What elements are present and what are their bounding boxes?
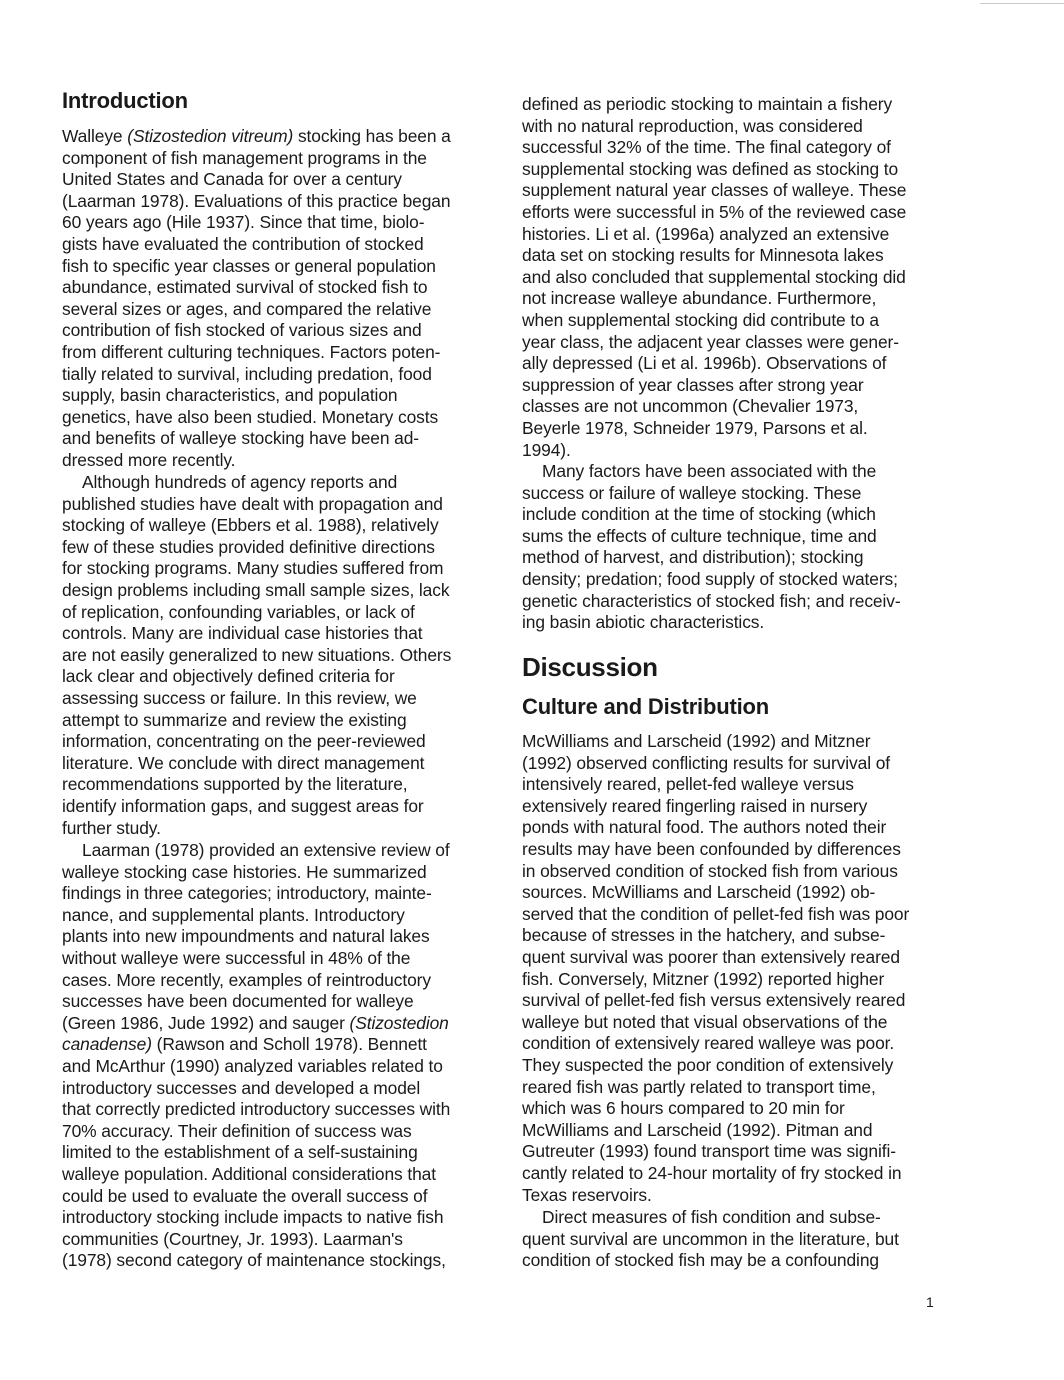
text-line: communities (Courtney, Jr. 1993). Laarman's	[62, 1228, 403, 1249]
text-line: stocking of walleye (Ebbers et al. 1988), relatively	[62, 515, 439, 536]
text-line: fish to specific year classes or general population	[62, 255, 436, 276]
text-line: Walleye (Stizostedion vitreum) stocking has been a	[62, 126, 451, 146]
text-line: quent survival was poorer than extensively reared	[522, 947, 900, 967]
text-line: that correctly predicted introductory successes with	[62, 1099, 451, 1120]
text-line: defined as periodic stocking to maintain a fishery	[522, 94, 893, 114]
text-line: tially related to survival, including predation, food	[62, 363, 432, 384]
text-line: supplemental stocking was defined as stocking to	[522, 158, 899, 179]
text-line: further study.	[62, 817, 161, 838]
text-line: ally depressed (Li et al. 1996b). Observations of	[522, 353, 887, 374]
text-line: gists have evaluated the contribution of stocked	[62, 234, 424, 254]
text-line: several sizes or ages, and compared the relative	[62, 298, 432, 319]
text-line: canadense) (Rawson and Scholl 1978). Bennett	[62, 1034, 427, 1055]
text-line: cantly related to 24-hour mortality of fry stocked in	[522, 1163, 902, 1183]
text-line: limited to the establishment of a self-sustaining	[62, 1142, 418, 1163]
text-line: published studies have dealt with propagation and	[62, 493, 443, 514]
text-line: ponds with natural food. The authors noted their	[522, 817, 887, 838]
text-line: survival of pellet-fed fish versus extensively reared	[522, 990, 906, 1011]
page-number: 1	[926, 1294, 934, 1310]
text-line: include condition at the time of stocking (which	[522, 504, 876, 525]
discussion-heading: Discussion	[522, 652, 658, 682]
text-line: successes have been documented for walleye	[62, 991, 414, 1012]
text-line: success or failure of walleye stocking. These	[522, 482, 862, 503]
text-line: reared fish was partly related to transport time,	[522, 1076, 876, 1097]
text-line: United States and Canada for over a century	[62, 169, 402, 190]
text-line: of replication, confounding variables, or lack of	[62, 601, 415, 622]
text-line: which was 6 hours compared to 20 min for	[522, 1098, 845, 1119]
text-line: walleye stocking case histories. He summarized	[62, 861, 427, 882]
text-line: for stocking programs. Many studies suffered from	[62, 558, 444, 579]
text-line: supplement natural year classes of walleye. These	[522, 180, 907, 201]
species-name: (Stizostedion vitreum)	[127, 126, 294, 146]
text-line: intensively reared, pellet-fed walleye versus	[522, 774, 854, 795]
text-line: served that the condition of pellet-fed fish was poor	[522, 903, 910, 924]
text-line: introductory successes and developed a model	[62, 1077, 421, 1098]
text-line: quent survival are uncommon in the literature, but	[522, 1228, 899, 1249]
text-line: cases. More recently, examples of reintroductory	[62, 969, 431, 990]
culture-distribution-heading: Culture and Distribution	[522, 694, 769, 719]
text-line: lack clear and objectively defined criteria for	[62, 666, 395, 687]
text-line: identify information gaps, and suggest areas for	[62, 796, 424, 816]
text-line: density; predation; food supply of stocked waters;	[522, 569, 898, 589]
text-line: sums the effects of culture technique, time and	[522, 525, 877, 546]
text-line: McWilliams and Larscheid (1992) and Mitzner	[522, 731, 871, 751]
text-line: supply, basin characteristics, and population	[62, 385, 398, 406]
text-line: and McArthur (1990) analyzed variables related to	[62, 1056, 443, 1076]
text-line: contribution of fish stocked of various sizes and	[62, 320, 422, 341]
text-line: not increase walleye abundance. Furthermore,	[522, 288, 877, 309]
text-line: histories. Li et al. (1996a) analyzed an extensive	[522, 223, 890, 244]
text-line: efforts were successful in 5% of the reviewed case	[522, 202, 907, 222]
text-line: abundance, estimated survival of stocked fish to	[62, 277, 428, 298]
text-line: component of fish management programs in the	[62, 147, 427, 168]
species-name: (Stizostedion	[349, 1012, 449, 1033]
text-line: introductory stocking include impacts to native fish	[62, 1207, 444, 1228]
text-line: in observed condition of stocked fish from various	[522, 860, 898, 881]
text-line: design problems including small sample sizes, lack	[62, 580, 450, 600]
text-line: dressed more recently.	[62, 450, 236, 470]
text-line: nance, and supplemental plants. Introductory	[62, 904, 405, 925]
text-line: classes are not uncommon (Chevalier 1973,	[522, 396, 859, 417]
text-line: literature. We conclude with direct management	[62, 752, 425, 773]
top-edge-rule	[980, 3, 1064, 4]
text-line: sources. McWilliams and Larscheid (1992) ob-	[522, 882, 876, 903]
text-line: Beyerle 1978, Schneider 1979, Parsons et al.	[522, 418, 868, 438]
text-line: walleye but noted that visual observations of the	[522, 1011, 888, 1032]
text-line: They suspected the poor condition of extensively	[522, 1055, 894, 1075]
text-line: information, concentrating on the peer-reviewed	[62, 731, 426, 752]
text-line: results may have been confounded by differences	[522, 839, 901, 859]
text-line: McWilliams and Larscheid (1992). Pitman and	[522, 1119, 873, 1140]
text-line: year class, the adjacent year classes were gener-	[522, 331, 899, 352]
text-line: data set on stocking results for Minnesota lakes	[522, 245, 884, 266]
text-line: (Laarman 1978). Evaluations of this practice began	[62, 190, 451, 211]
text-line: Direct measures of fish condition and subse-	[542, 1207, 881, 1227]
text-line: 70% accuracy. Their definition of success was	[62, 1120, 412, 1141]
text-line: plants into new impoundments and natural lakes	[62, 926, 430, 947]
text-line: genetics, have also been studied. Monetary costs	[62, 406, 439, 427]
text-line: are not easily generalized to new situations. Others	[62, 644, 452, 665]
text-line: condition of stocked fish may be a confounding	[522, 1250, 879, 1271]
text-line: with no natural reproduction, was considered	[522, 115, 863, 136]
text-line: because of stresses in the hatchery, and subse-	[522, 925, 886, 946]
text-line: and also concluded that supplemental stocking did	[522, 266, 906, 287]
text-line: fish. Conversely, Mitzner (1992) reported higher	[522, 968, 885, 989]
text-line: could be used to evaluate the overall success of	[62, 1185, 428, 1206]
text-line: method of harvest, and distribution); stocking	[522, 547, 864, 568]
text-line: and benefits of walleye stocking have been ad-	[62, 428, 419, 449]
text-line: extensively reared fingerling raised in nursery	[522, 795, 868, 816]
text-line: without walleye were successful in 48% of the	[62, 948, 411, 968]
text-line: 1994).	[522, 439, 571, 460]
text-line: when supplemental stocking did contribute to a	[522, 310, 879, 330]
text-line: Gutreuter (1993) found transport time was signifi-	[522, 1141, 896, 1162]
text-line: genetic characteristics of stocked fish; and receiv-	[522, 590, 901, 611]
text-line: Texas reservoirs.	[522, 1184, 652, 1205]
text-line: recommendations supported by the literature,	[62, 774, 408, 795]
text-line: Laarman (1978) provided an extensive review of	[82, 840, 450, 860]
text-line: suppression of year classes after strong year	[522, 374, 864, 395]
text-line: successful 32% of the time. The final category of	[522, 137, 891, 158]
text-line: condition of extensively reared walleye was poor.	[522, 1033, 895, 1054]
text-line: attempt to summarize and review the existing	[62, 709, 407, 730]
text-line: from different culturing techniques. Factors poten-	[62, 342, 441, 362]
species-name: canadense)	[62, 1034, 152, 1055]
text-line: findings in three categories; introductory, mainte-	[62, 883, 432, 904]
text-line: assessing success or failure. In this review, we	[62, 688, 417, 708]
text-line: Many factors have been associated with the	[542, 461, 877, 481]
text-line: (1978) second category of maintenance stockings,	[62, 1250, 446, 1271]
text-line: few of these studies provided definitive directions	[62, 536, 435, 557]
text-line: (Green 1986, Jude 1992) and sauger (Stizostedion	[62, 1012, 449, 1033]
text-line: Although hundreds of agency reports and	[82, 472, 398, 492]
text-line: controls. Many are individual case histories that	[62, 623, 423, 644]
text-line: walleye population. Additional considerations that	[62, 1164, 436, 1184]
introduction-heading: Introduction	[62, 88, 188, 113]
text-line: ing basin abiotic characteristics.	[522, 612, 765, 633]
text-line: 60 years ago (Hile 1937). Since that time, biolo-	[62, 212, 425, 233]
text-line: (1992) observed conflicting results for survival of	[522, 752, 891, 773]
